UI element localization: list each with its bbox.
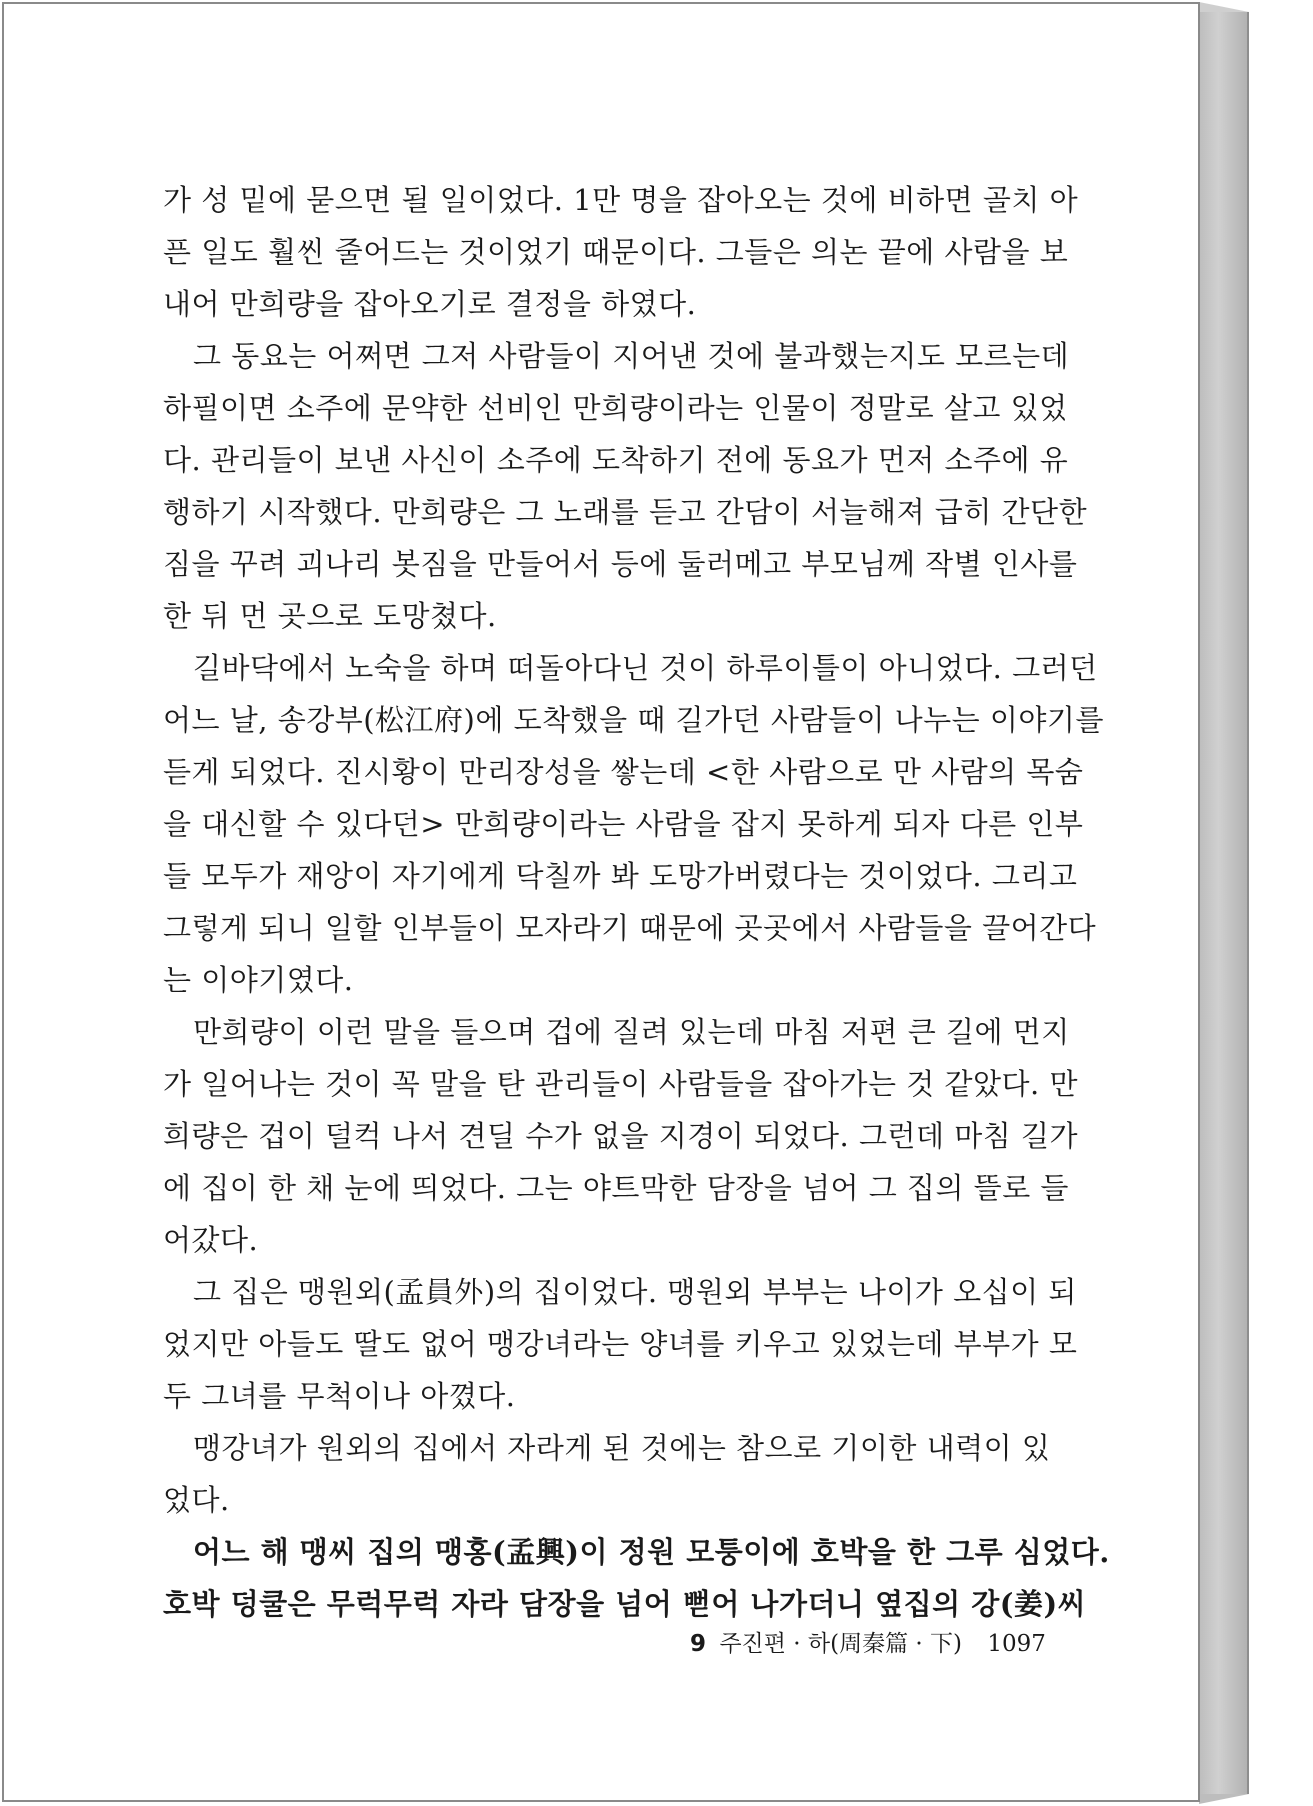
text-line: 는 이야기였다. bbox=[163, 963, 354, 997]
text-line: 짐을 꾸려 괴나리 봇짐을 만들어서 등에 둘러메고 부모님께 작별 인사를 bbox=[163, 547, 1078, 581]
text-line: 하필이면 소주에 문약한 선비인 만희량이라는 인물이 정말로 살고 있었 bbox=[163, 391, 1068, 425]
text-line: 내어 만희량을 잡아오기로 결정을 하였다. bbox=[163, 287, 697, 321]
text-line: 가 일어나는 것이 꼭 말을 탄 관리들이 사람들을 잡아가는 것 같았다. 만 bbox=[163, 1067, 1079, 1101]
text-line: 어갔다. bbox=[163, 1223, 259, 1257]
text-line: 그 집은 맹원외(孟員外)의 집이었다. 맹원외 부부는 나이가 오십이 되 bbox=[193, 1275, 1077, 1309]
text-line: 들 모두가 재앙이 자기에게 닥칠까 봐 도망가버렸다는 것이었다. 그리고 bbox=[163, 859, 1078, 893]
text-line: 에 집이 한 채 눈에 띄었다. 그는 야트막한 담장을 넘어 그 집의 뜰로 들 bbox=[163, 1171, 1069, 1205]
text-line: 다. 관리들이 보낸 사신이 소주에 도착하기 전에 동요가 먼저 소주에 유 bbox=[163, 443, 1069, 477]
text-line: 어느 해 맹씨 집의 맹홍(孟興)이 정원 모퉁이에 호박을 한 그루 심었다. bbox=[193, 1535, 1110, 1569]
text-line: 듣게 되었다. 진시황이 만리장성을 쌓는데 <한 사람으로 만 사람의 목숨 bbox=[163, 755, 1084, 789]
chapter-title: 주진편 · 하(周秦篇 · 下) bbox=[719, 1631, 963, 1657]
text-line: 픈 일도 훨씬 줄어드는 것이었기 때문이다. 그들은 의논 끝에 사람을 보 bbox=[163, 235, 1069, 269]
text-line: 그렇게 되니 일할 인부들이 모자라기 때문에 곳곳에서 사람들을 끌어간다 bbox=[163, 911, 1097, 945]
text-line: 가 성 밑에 묻으면 될 일이었다. 1만 명을 잡아오는 것에 비하면 골치 아 bbox=[163, 183, 1079, 217]
text-line: 어느 날, 송강부(松江府)에 도착했을 때 길가던 사람들이 나누는 이야기를 bbox=[163, 703, 1104, 737]
text-line: 그 동요는 어쩌면 그저 사람들이 지어낸 것에 불과했는지도 모르는데 bbox=[193, 339, 1070, 373]
page-edge-bottom bbox=[1199, 1794, 1249, 1804]
text-line: 맹강녀가 원외의 집에서 자라게 된 것에는 참으로 기이한 내력이 있 bbox=[193, 1431, 1051, 1465]
page-edge-top bbox=[1199, 2, 1249, 12]
text-line: 행하기 시작했다. 만희량은 그 노래를 듣고 간담이 서늘해져 급히 간단한 bbox=[163, 495, 1088, 529]
running-footer bbox=[690, 1625, 1046, 1658]
page-number: 1097 bbox=[987, 1631, 1046, 1657]
text-line: 한 뒤 먼 곳으로 도망쳤다. bbox=[163, 599, 497, 633]
text-line: 두 그녀를 무척이나 아꼈다. bbox=[163, 1379, 516, 1413]
text-line: 을 대신할 수 있다던> 만희량이라는 사람을 잡지 못하게 되자 다른 인부 bbox=[163, 807, 1084, 841]
chapter-number: 9 bbox=[690, 1631, 707, 1657]
text-line: 호박 덩쿨은 무럭무럭 자라 담장을 넘어 뻗어 나가더니 옆집의 강(姜)씨 bbox=[163, 1587, 1087, 1621]
text-line: 었다. bbox=[163, 1483, 230, 1517]
text-line: 길바닥에서 노숙을 하며 떠돌아다닌 것이 하루이틀이 아니었다. 그러던 bbox=[193, 651, 1098, 685]
text-line: 었지만 아들도 딸도 없어 맹강녀라는 양녀를 키우고 있었는데 부부가 모 bbox=[163, 1327, 1078, 1361]
text-line: 만희량이 이런 말을 들으며 겁에 질려 있는데 마침 저편 큰 길에 먼지 bbox=[193, 1015, 1070, 1049]
book-page-edge bbox=[1199, 12, 1249, 1796]
body-text bbox=[163, 174, 1110, 1630]
text-line: 희량은 겁이 덜컥 나서 견딜 수가 없을 지경이 되었다. 그런데 마침 길가 bbox=[163, 1119, 1079, 1153]
